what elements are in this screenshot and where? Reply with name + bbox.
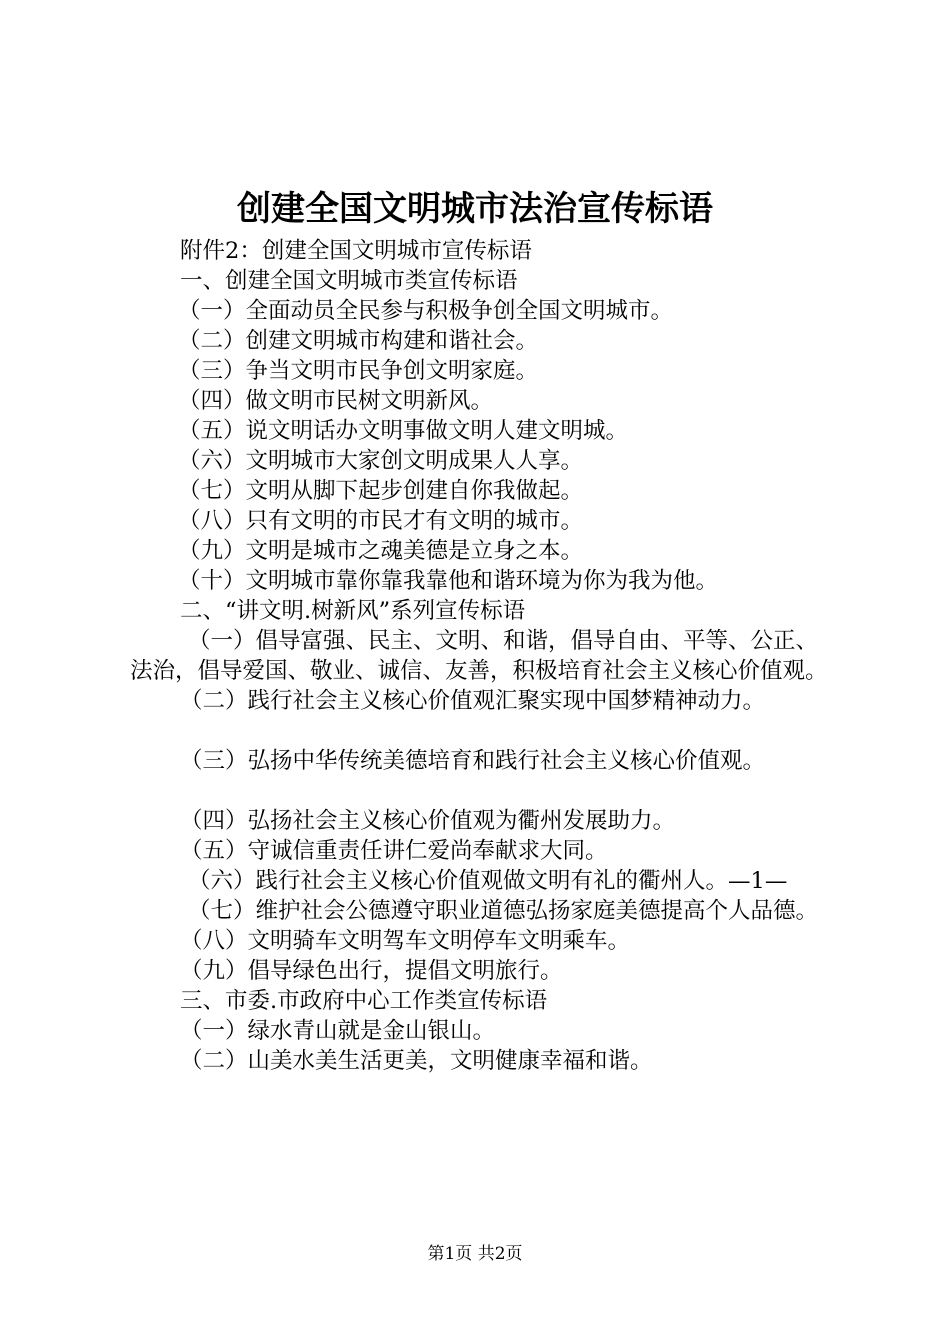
section-2-item-1: （一）倡导富强、民主、文明、和谐，倡导自由、平等、公正、法治，倡导爱国、敬业、诚信、友善，积极培育社会主义核心价值观。 <box>130 628 828 684</box>
section-1-item-10: （十）文明城市靠你靠我靠他和谐环境为你为我为他。 <box>178 568 719 594</box>
section-2-item-6: （六）践行社会主义核心价值观做文明有礼的衢州人。—1— <box>188 868 788 894</box>
section-1-item-3: （三）争当文明市民争创文明家庭。 <box>178 358 539 384</box>
section-2-item-3: （三）弘扬中华传统美德培育和践行社会主义核心价值观。 <box>180 748 766 774</box>
section-1-heading: 一、创建全国文明城市类宣传标语 <box>180 268 518 294</box>
section-2-item-2: （二）践行社会主义核心价值观汇聚实现中国梦精神动力。 <box>180 688 766 714</box>
section-2-item-7: （七）维护社会公德遵守职业道德弘扬家庭美德提高个人品德。 <box>188 898 819 924</box>
section-1-item-5: （五）说文明话办文明事做文明人建文明城。 <box>178 418 629 444</box>
section-2-item-9: （九）倡导绿色出行，提倡文明旅行。 <box>180 958 563 984</box>
document-title: 创建全国文明城市法治宣传标语 <box>237 189 713 229</box>
section-1-item-7: （七）文明从脚下起步创建自你我做起。 <box>178 478 584 504</box>
section-1-item-1: （一）全面动员全民参与积极争创全国文明城市。 <box>178 298 674 324</box>
section-2-heading: 二、“讲文明.树新风”系列宣传标语 <box>180 598 526 624</box>
document-body <box>130 236 840 1076</box>
section-1-item-4: （四）做文明市民树文明新风。 <box>178 388 494 414</box>
section-1-item-9: （九）文明是城市之魂美德是立身之本。 <box>178 538 584 564</box>
section-3-item-2: （二）山美水美生活更美，文明健康幸福和谐。 <box>180 1048 653 1074</box>
section-1-item-8: （八）只有文明的市民才有文明的城市。 <box>178 508 584 534</box>
section-2-item-8: （八）文明骑车文明驾车文明停车文明乘车。 <box>180 928 631 954</box>
section-2-item-4: （四）弘扬社会主义核心价值观为衢州发展助力。 <box>180 808 676 834</box>
blank-line <box>130 776 840 806</box>
section-3-heading: 三、市委.市政府中心工作类宣传标语 <box>180 988 548 1014</box>
attachment-line: 附件2：创建全国文明城市宣传标语 <box>180 238 532 264</box>
section-1-item-6: （六）文明城市大家创文明成果人人享。 <box>178 448 584 474</box>
blank-line <box>130 716 840 746</box>
section-2-item-5: （五）守诚信重责任讲仁爱尚奉献求大同。 <box>180 838 608 864</box>
section-1-item-2: （二）创建文明城市构建和谐社会。 <box>178 328 539 354</box>
section-3-item-1: （一）绿水青山就是金山银山。 <box>180 1018 496 1044</box>
page-number-footer: 第1页 共2页 <box>427 1244 523 1264</box>
